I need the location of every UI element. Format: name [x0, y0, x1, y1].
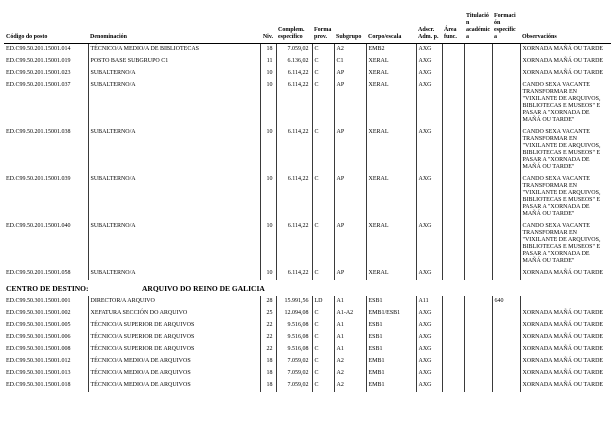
cell-area-funcional	[442, 356, 464, 368]
cell-denominacion: SUBALTERNO/A	[88, 68, 260, 80]
cell-corpo-escala: EMB1	[366, 368, 416, 380]
cell-corpo-escala: XERAL	[366, 127, 416, 174]
cell-codigo-posto: ED.C99.50.301.15001.018	[6, 381, 71, 388]
cell-area-funcional	[442, 344, 464, 356]
cell-corpo-escala: XERAL	[366, 68, 416, 80]
section-header-row	[4, 280, 611, 296]
cell-titulacion-academica	[464, 308, 492, 320]
cell-corpo-escala: XERAL	[366, 268, 416, 280]
cell-adscricion-adm: AXG	[416, 221, 442, 268]
cell-formacion-especifica	[492, 44, 520, 57]
centro-destino-title: ARQUIVO DO REINO DE GALICIA	[142, 284, 265, 293]
cell-nivel: 18	[260, 380, 276, 392]
cell-observacions: XORNADA MAÑÁ OU TARDE	[520, 44, 611, 57]
cell-denominacion: TÉCNICO/A MEDIO/A DE ARQUIVOS	[88, 380, 260, 392]
cell-nivel: 10	[260, 127, 276, 174]
cell-observacions: XORNADA MAÑÁ OU TARDE	[520, 56, 611, 68]
cell-titulacion-academica	[464, 268, 492, 280]
cell-denominacion: SUBALTERNO/A	[88, 80, 260, 127]
table-row	[4, 368, 611, 380]
cell-denominacion: TÉCNICO/A SUPERIOR DE ARQUIVOS	[88, 320, 260, 332]
cell-corpo-escala: ESB1	[366, 320, 416, 332]
cell-nivel: 22	[260, 320, 276, 332]
cell-complemento-especifico: 7.059,02	[276, 356, 312, 368]
table-row	[4, 174, 611, 221]
cell-nivel: 28	[260, 296, 276, 308]
cell-observacions: XORNADA MAÑÁ OU TARDE	[520, 332, 611, 344]
cell-formacion-especifica: 640	[492, 296, 520, 308]
cell-corpo-escala: XERAL	[366, 174, 416, 221]
table-row	[4, 344, 611, 356]
cell-formacion-especifica	[492, 356, 520, 368]
cell-denominacion: TÉCNICO/A MEDIO/A DE ARQUIVOS	[88, 356, 260, 368]
cell-formacion-especifica	[492, 127, 520, 174]
col-formacion-especifica: Formación específica	[492, 12, 520, 44]
table-row	[4, 44, 611, 57]
cell-nivel: 22	[260, 344, 276, 356]
cell-codigo-posto: ED.C99.50.301.15001.012	[6, 357, 71, 364]
cell-denominacion: TÉCNICO/A SUPERIOR DE ARQUIVOS	[88, 332, 260, 344]
cell-subgrupo: AP	[334, 174, 366, 221]
cell-forma-provision: C	[312, 80, 334, 127]
cell-titulacion-academica	[464, 221, 492, 268]
cell-nivel: 10	[260, 80, 276, 127]
cell-titulacion-academica	[464, 344, 492, 356]
cell-formacion-especifica	[492, 380, 520, 392]
cell-titulacion-academica	[464, 56, 492, 68]
centro-destino-label: CENTRO DE DESTINO:	[6, 284, 89, 293]
cell-subgrupo: AP	[334, 268, 366, 280]
cell-corpo-escala: ESB1	[366, 332, 416, 344]
cell-formacion-especifica	[492, 68, 520, 80]
cell-area-funcional	[442, 127, 464, 174]
cell-subgrupo: AP	[334, 127, 366, 174]
cell-codigo-posto: ED.C99.50.201.15001.039	[6, 175, 71, 182]
cell-area-funcional	[442, 174, 464, 221]
cell-complemento-especifico: 6.114,22	[276, 127, 312, 174]
cell-codigo-posto: ED.C99.50.201.15001.040	[6, 222, 71, 229]
cell-observacions: XORNADA MAÑÁ OU TARDE	[520, 68, 611, 80]
cell-formacion-especifica	[492, 268, 520, 280]
table-row	[4, 80, 611, 127]
cell-nivel: 25	[260, 308, 276, 320]
col-adscricion-adm: Adscr. Adm. p.	[416, 12, 442, 44]
table-row	[4, 127, 611, 174]
col-subgrupo: Subgrupo	[334, 12, 366, 44]
cell-subgrupo: C1	[334, 56, 366, 68]
cell-codigo-posto: ED.C99.50.201.15001.058	[6, 269, 71, 276]
cell-observacions: XORNADA MAÑÁ OU TARDE	[520, 368, 611, 380]
cell-area-funcional	[442, 56, 464, 68]
cell-corpo-escala: EMB1/ESB1	[366, 308, 416, 320]
cell-titulacion-academica	[464, 320, 492, 332]
table-header	[4, 12, 611, 44]
cell-forma-provision: C	[312, 380, 334, 392]
table-body	[4, 44, 611, 393]
cell-observacions: XORNADA MAÑÁ OU TARDE	[520, 308, 611, 320]
cell-nivel: 18	[260, 356, 276, 368]
cell-area-funcional	[442, 80, 464, 127]
col-codigo-posto: Código do posto	[4, 12, 88, 44]
cell-corpo-escala: EMB2	[366, 44, 416, 57]
cell-complemento-especifico: 6.114,22	[276, 268, 312, 280]
cell-subgrupo: A1	[334, 296, 366, 308]
cell-area-funcional	[442, 296, 464, 308]
cell-formacion-especifica	[492, 80, 520, 127]
cell-subgrupo: A1	[334, 332, 366, 344]
cell-forma-provision: C	[312, 44, 334, 57]
cell-subgrupo: A2	[334, 368, 366, 380]
cell-observacions	[520, 296, 611, 308]
cell-forma-provision: C	[312, 344, 334, 356]
cell-codigo-posto: ED.C99.50.301.15001.006	[6, 333, 71, 340]
cell-formacion-especifica	[492, 56, 520, 68]
cell-denominacion: SUBALTERNO/A	[88, 221, 260, 268]
cell-nivel: 22	[260, 332, 276, 344]
cell-denominacion: SUBALTERNO/A	[88, 268, 260, 280]
cell-forma-provision: C	[312, 221, 334, 268]
table-row	[4, 221, 611, 268]
cell-adscricion-adm: AXG	[416, 356, 442, 368]
cell-observacions: XORNADA MAÑÁ OU TARDE	[520, 356, 611, 368]
table-row	[4, 296, 611, 308]
cell-titulacion-academica	[464, 44, 492, 57]
cell-adscricion-adm: AXG	[416, 368, 442, 380]
cell-complemento-especifico: 12.094,08	[276, 308, 312, 320]
cell-forma-provision: C	[312, 127, 334, 174]
cell-codigo-posto: ED.C99.50.201.15001.019	[6, 57, 71, 64]
cell-complemento-especifico: 7.059,02	[276, 44, 312, 57]
col-titulacion-academica: Titulación académica	[464, 12, 492, 44]
cell-corpo-escala: EMB1	[366, 380, 416, 392]
cell-titulacion-academica	[464, 380, 492, 392]
cell-nivel: 10	[260, 221, 276, 268]
cell-forma-provision: C	[312, 174, 334, 221]
cell-forma-provision: C	[312, 308, 334, 320]
cell-area-funcional	[442, 68, 464, 80]
col-forma-provision: Forma prov.	[312, 12, 334, 44]
cell-forma-provision: C	[312, 356, 334, 368]
cell-formacion-especifica	[492, 320, 520, 332]
cell-adscricion-adm: AXG	[416, 127, 442, 174]
cell-formacion-especifica	[492, 368, 520, 380]
cell-complemento-especifico: 7.059,02	[276, 380, 312, 392]
col-observacions: Observacións	[520, 12, 611, 44]
cell-subgrupo: A1	[334, 344, 366, 356]
cell-subgrupo: AP	[334, 80, 366, 127]
cell-nivel: 10	[260, 268, 276, 280]
cell-complemento-especifico: 7.059,02	[276, 368, 312, 380]
cell-observacions: CANDO SEXA VACANTE TRANSFORMAR EN "VIXILANTE DE ARQUIVOS, BIBLIOTECAS E MUSEOS" E PASAR A "XORNADA DE MAÑÁ OU TARDE"	[520, 174, 611, 221]
cell-complemento-especifico: 9.516,08	[276, 320, 312, 332]
cell-adscricion-adm: AXG	[416, 268, 442, 280]
cell-corpo-escala: XERAL	[366, 80, 416, 127]
cell-titulacion-academica	[464, 80, 492, 127]
cell-codigo-posto: ED.C99.50.301.15001.008	[6, 345, 71, 352]
col-corpo-escala: Corpo/escala	[366, 12, 416, 44]
cell-subgrupo: AP	[334, 221, 366, 268]
cell-forma-provision: LD	[312, 296, 334, 308]
cell-denominacion: SUBALTERNO/A	[88, 174, 260, 221]
cell-corpo-escala: XERAL	[366, 221, 416, 268]
table-row	[4, 380, 611, 392]
cell-denominacion: XEFATURA SECCIÓN DO ARQUIVO	[88, 308, 260, 320]
header-row	[4, 12, 611, 44]
cell-titulacion-academica	[464, 368, 492, 380]
cell-area-funcional	[442, 380, 464, 392]
cell-codigo-posto: ED.C99.50.301.15001.005	[6, 321, 71, 328]
cell-complemento-especifico: 6.114,22	[276, 221, 312, 268]
cell-corpo-escala: ESB1	[366, 344, 416, 356]
cell-nivel: 10	[260, 174, 276, 221]
cell-corpo-escala: ESB1	[366, 296, 416, 308]
cell-area-funcional	[442, 320, 464, 332]
cell-denominacion: DIRECTOR/A ARQUIVO	[88, 296, 260, 308]
cell-adscricion-adm: A11	[416, 296, 442, 308]
cell-subgrupo: A2	[334, 380, 366, 392]
cell-area-funcional	[442, 44, 464, 57]
cell-complemento-especifico: 9.516,08	[276, 344, 312, 356]
cell-titulacion-academica	[464, 296, 492, 308]
cell-observacions: XORNADA MAÑÁ OU TARDE	[520, 380, 611, 392]
cell-titulacion-academica	[464, 332, 492, 344]
table-row	[4, 56, 611, 68]
cell-nivel: 18	[260, 44, 276, 57]
cell-codigo-posto: ED.C99.50.201.15001.014	[6, 45, 71, 52]
cell-area-funcional	[442, 308, 464, 320]
cell-titulacion-academica	[464, 68, 492, 80]
cell-codigo-posto: ED.C99.50.201.15001.038	[6, 128, 71, 135]
cell-codigo-posto: ED.C99.50.201.15001.037	[6, 81, 71, 88]
cell-area-funcional	[442, 332, 464, 344]
cell-adscricion-adm: AXG	[416, 68, 442, 80]
cell-titulacion-academica	[464, 127, 492, 174]
cell-forma-provision: C	[312, 268, 334, 280]
table-row	[4, 356, 611, 368]
col-nivel: Niv.	[260, 12, 276, 44]
cell-observacions: CANDO SEXA VACANTE TRANSFORMAR EN "VIXILANTE DE ARQUIVOS, BIBLIOTECAS E MUSEOS" E PASAR A "XORNADA DE MAÑÁ OU TARDE"	[520, 221, 611, 268]
cell-complemento-especifico: 15.991,56	[276, 296, 312, 308]
cell-adscricion-adm: AXG	[416, 56, 442, 68]
col-complemento-especifico: Complem. específico	[276, 12, 312, 44]
cell-codigo-posto: ED.C99.50.301.15001.002	[6, 309, 71, 316]
cell-denominacion: TÉCNICO/A MEDIO/A DE ARQUIVOS	[88, 368, 260, 380]
cell-forma-provision: C	[312, 56, 334, 68]
table-row	[4, 268, 611, 280]
cell-complemento-especifico: 6.114,22	[276, 68, 312, 80]
cell-codigo-posto: ED.C99.50.301.15001.013	[6, 369, 71, 376]
section-header-cell	[4, 280, 611, 296]
cell-forma-provision: C	[312, 368, 334, 380]
cell-adscricion-adm: AXG	[416, 332, 442, 344]
cell-adscricion-adm: AXG	[416, 380, 442, 392]
cell-adscricion-adm: AXG	[416, 320, 442, 332]
cell-complemento-especifico: 9.516,08	[276, 332, 312, 344]
cell-formacion-especifica	[492, 174, 520, 221]
cell-observacions: XORNADA MAÑÁ OU TARDE	[520, 268, 611, 280]
cell-subgrupo: A2	[334, 356, 366, 368]
cell-observacions: XORNADA MAÑÁ OU TARDE	[520, 344, 611, 356]
cell-adscricion-adm: AXG	[416, 344, 442, 356]
cell-complemento-especifico: 6.114,22	[276, 80, 312, 127]
cell-complemento-especifico: 6.136,02	[276, 56, 312, 68]
cell-subgrupo: A1	[334, 320, 366, 332]
cell-area-funcional	[442, 368, 464, 380]
cell-forma-provision: C	[312, 332, 334, 344]
cell-formacion-especifica	[492, 344, 520, 356]
table-row	[4, 68, 611, 80]
cell-titulacion-academica	[464, 356, 492, 368]
cell-denominacion: TÉCNICO/A MEDIO/A DE BIBLIOTECAS	[88, 44, 260, 57]
col-denominacion: Denominación	[88, 12, 260, 44]
cell-adscricion-adm: AXG	[416, 308, 442, 320]
cell-corpo-escala: EMB1	[366, 356, 416, 368]
col-area-funcional: Área func.	[442, 12, 464, 44]
cell-denominacion: TÉCNICO/A SUPERIOR DE ARQUIVOS	[88, 344, 260, 356]
cell-adscricion-adm: AXG	[416, 44, 442, 57]
cell-formacion-especifica	[492, 332, 520, 344]
cell-codigo-posto: ED.C99.50.201.15001.023	[6, 69, 71, 76]
cell-codigo-posto: ED.C99.50.301.15001.001	[6, 297, 71, 304]
cell-denominacion: SUBALTERNO/A	[88, 127, 260, 174]
cell-corpo-escala: XERAL	[366, 56, 416, 68]
cell-adscricion-adm: AXG	[416, 174, 442, 221]
cell-area-funcional	[442, 221, 464, 268]
cell-subgrupo: A2	[334, 44, 366, 57]
cell-complemento-especifico: 6.114,22	[276, 174, 312, 221]
cell-observacions: XORNADA MAÑÁ OU TARDE	[520, 320, 611, 332]
cell-formacion-especifica	[492, 221, 520, 268]
cell-forma-provision: C	[312, 320, 334, 332]
table-row	[4, 332, 611, 344]
cell-observacions: CANDO SEXA VACANTE TRANSFORMAR EN "VIXILANTE DE ARQUIVOS, BIBLIOTECAS E MUSEOS" E PASAR A "XORNADA DE MAÑÁ OU TARDE"	[520, 127, 611, 174]
cell-observacions: CANDO SEXA VACANTE TRANSFORMAR EN "VIXILANTE DE ARQUIVOS, BIBLIOTECAS E MUSEOS" E PASAR A "XORNADA DE MAÑÁ OU TARDE"	[520, 80, 611, 127]
cell-forma-provision: C	[312, 68, 334, 80]
cell-subgrupo: AP	[334, 68, 366, 80]
rpt-table	[4, 12, 611, 392]
cell-nivel: 18	[260, 368, 276, 380]
table-row	[4, 320, 611, 332]
cell-nivel: 11	[260, 56, 276, 68]
cell-formacion-especifica	[492, 308, 520, 320]
cell-subgrupo: A1-A2	[334, 308, 366, 320]
cell-denominacion: POSTO BASE SUBGRUPO C1	[88, 56, 260, 68]
cell-titulacion-academica	[464, 174, 492, 221]
cell-area-funcional	[442, 268, 464, 280]
cell-nivel: 10	[260, 68, 276, 80]
cell-adscricion-adm: AXG	[416, 80, 442, 127]
table-row	[4, 308, 611, 320]
